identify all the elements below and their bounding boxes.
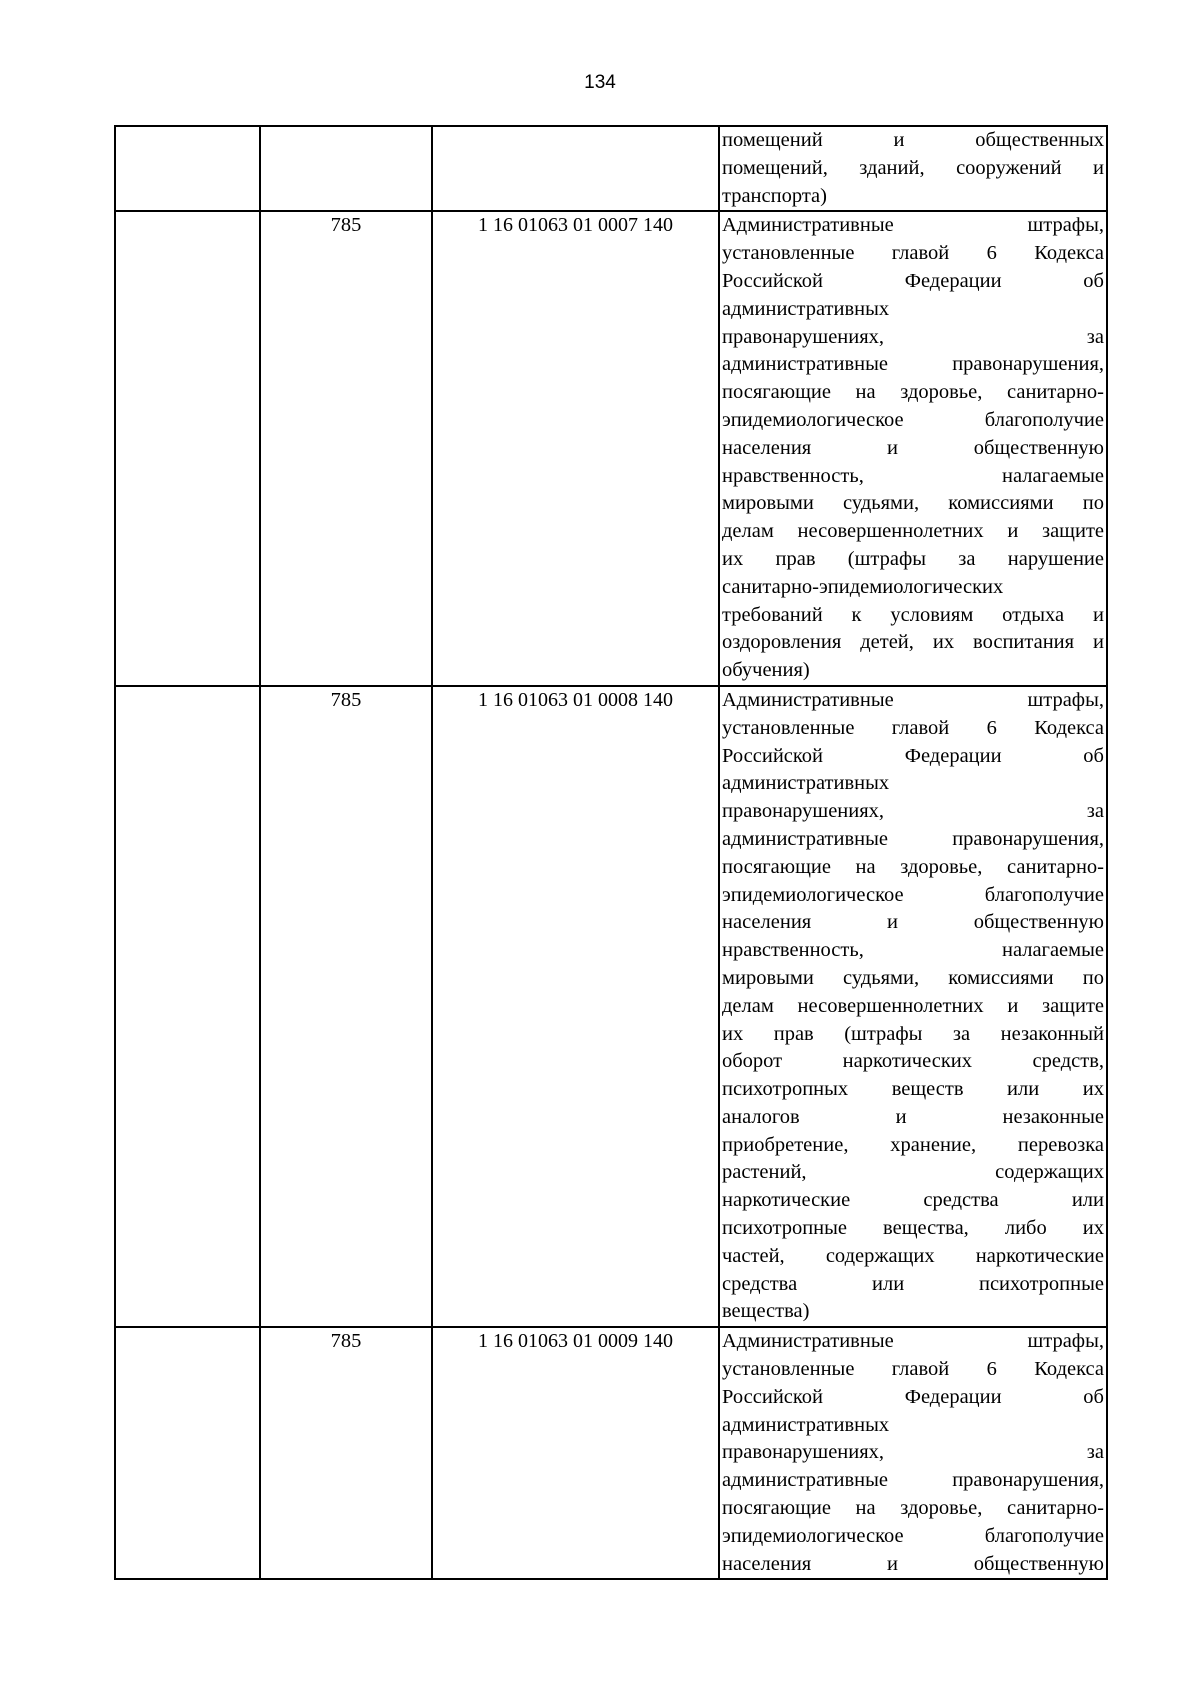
description-line: приобретение, хранение, перевозка [722, 1133, 1104, 1156]
page-number: 134 [584, 72, 616, 93]
description-line: посягающие на здоровье, санитарно- [722, 381, 1104, 404]
cell-admin-code [260, 126, 432, 211]
cell-admin-code: 785 [260, 1327, 432, 1579]
description-line: установленные главой 6 Кодекса [722, 1358, 1104, 1381]
cell-blank [115, 211, 260, 686]
description-line: посягающие на здоровье, санитарно- [722, 855, 1104, 878]
table-row [115, 126, 1107, 211]
description-line: населения и общественную [722, 911, 1104, 934]
cell-admin-code: 785 [260, 686, 432, 1327]
description-line: их прав (штрафы за нарушение [722, 547, 1104, 570]
description-line: установленные главой 6 Кодекса [722, 716, 1104, 739]
description-line: растений, содержащих [722, 1161, 1104, 1184]
description-line: оборот наркотических средств, [722, 1050, 1104, 1073]
description-line: эпидемиологическое благополучие [722, 883, 1104, 906]
table-row [115, 686, 1107, 1327]
table-row [115, 1327, 1107, 1579]
cell-blank [115, 1327, 260, 1579]
description-line: вещества) [722, 1300, 810, 1323]
description-line: установленные главой 6 Кодекса [722, 242, 1104, 265]
budget-code-table [114, 125, 1108, 1580]
description-line: помещений, зданий, сооружений и [722, 156, 1104, 179]
description-line: правонарушениях, за [722, 325, 1104, 348]
description-line: мировыми судьями, комиссиями по [722, 492, 1104, 515]
cell-description [719, 1327, 1107, 1579]
description-line: нравственность, налагаемые [722, 464, 1104, 487]
description-line: мировыми судьями, комиссиями по [722, 966, 1104, 989]
cell-admin-code: 785 [260, 211, 432, 686]
cell-description [719, 686, 1107, 1327]
description-line: административные правонарушения, [722, 353, 1104, 376]
description-line: нравственность, налагаемые [722, 939, 1104, 962]
description-line: обучения) [722, 659, 810, 682]
description-line: административные правонарушения, [722, 827, 1104, 850]
cell-kbk-code: 1 16 01063 01 0008 140 [432, 686, 719, 1327]
description-line: Административные штрафы, [722, 214, 1104, 237]
description-line: правонарушениях, за [722, 800, 1104, 823]
description-line: санитарно-эпидемиологических [722, 575, 1004, 598]
description-line: Российской Федерации об [722, 744, 1104, 767]
cell-kbk-code [432, 126, 719, 211]
description-line: эпидемиологическое благополучие [722, 408, 1104, 431]
description-line: делам несовершеннолетних и защите [722, 994, 1104, 1017]
description-line: наркотические средства или [722, 1189, 1104, 1212]
description-line: административные правонарушения, [722, 1469, 1104, 1492]
description-line: Административные штрафы, [722, 688, 1104, 711]
description-line: Административные штрафы, [722, 1330, 1104, 1353]
description-line: населения и общественную [722, 1552, 1104, 1575]
description-line: частей, содержащих наркотические [722, 1244, 1104, 1267]
description-line: аналогов и незаконные [722, 1105, 1104, 1128]
description-line: посягающие на здоровье, санитарно- [722, 1497, 1104, 1520]
description-line: психотропные вещества, либо их [722, 1217, 1104, 1240]
description-line: эпидемиологическое благополучие [722, 1524, 1104, 1547]
table-body [115, 126, 1107, 1579]
cell-description [719, 126, 1107, 211]
cell-kbk-code: 1 16 01063 01 0009 140 [432, 1327, 719, 1579]
cell-blank [115, 126, 260, 211]
description-line: делам несовершеннолетних и защите [722, 520, 1104, 543]
description-line: помещений и общественных [722, 129, 1104, 151]
description-line: оздоровления детей, их воспитания и [722, 631, 1104, 654]
cell-blank [115, 686, 260, 1327]
description-line: административных [722, 297, 890, 320]
description-line: средства или психотропные [722, 1272, 1104, 1295]
description-line: требований к условиям отдыха и [722, 603, 1104, 626]
description-line: населения и общественную [722, 436, 1104, 459]
cell-description [719, 211, 1107, 686]
description-line: Российской Федерации об [722, 1385, 1104, 1408]
cell-kbk-code: 1 16 01063 01 0007 140 [432, 211, 719, 686]
description-line: Российской Федерации об [722, 269, 1104, 292]
description-line: правонарушениях, за [722, 1441, 1104, 1464]
description-line: административных [722, 1413, 890, 1436]
table-row [115, 211, 1107, 686]
description-line: психотропных веществ или их [722, 1078, 1104, 1101]
description-line: их прав (штрафы за незаконный [722, 1022, 1104, 1045]
description-line: административных [722, 772, 890, 795]
description-line: транспорта) [722, 184, 827, 207]
